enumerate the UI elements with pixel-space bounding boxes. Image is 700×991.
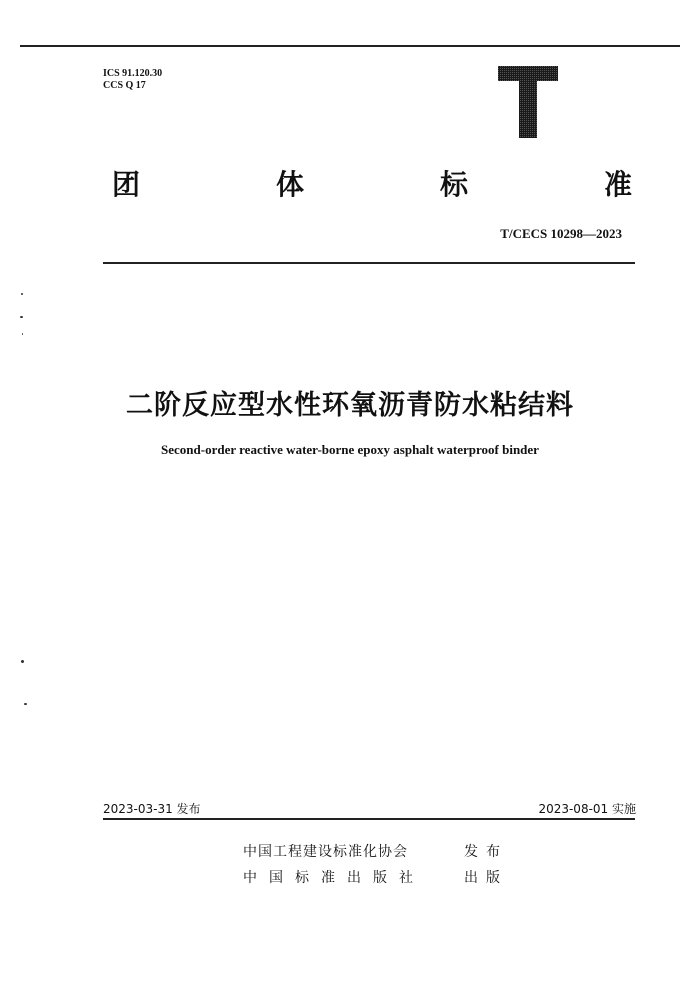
document-title-english: Second-order reactive water-borne epoxy asphalt waterproof binder <box>161 442 539 457</box>
standard-type-char: 准 <box>603 168 632 201</box>
standard-number: T/CECS 10298—2023 <box>500 226 622 241</box>
ics-code: ICS 91.120.30 <box>103 68 163 79</box>
classification-codes <box>103 68 162 92</box>
standard-type-heading <box>112 165 632 205</box>
issuing-organization: 中国工程建设标准化协会 <box>243 844 408 860</box>
standard-type-char: 团 <box>112 168 141 201</box>
publishing-house: 中国标准出版社 <box>243 870 425 886</box>
document-title-chinese: 二阶反应型水性环氧沥青防水粘结料 <box>126 390 574 421</box>
issuing-role: 发布 <box>464 844 508 860</box>
standard-type-char: 标 <box>439 168 468 201</box>
standard-type-char: 体 <box>275 168 304 201</box>
publishing-role: 出版 <box>464 870 508 886</box>
top-rule <box>20 45 680 47</box>
issue-date: 2023-03-31 发布 <box>103 802 201 816</box>
footer-divider <box>103 818 635 820</box>
header-divider <box>103 262 635 264</box>
ccs-code: CCS Q 17 <box>103 80 146 91</box>
implementation-date: 2023-08-01 实施 <box>538 802 636 816</box>
standard-type-letter-logo <box>498 66 558 138</box>
